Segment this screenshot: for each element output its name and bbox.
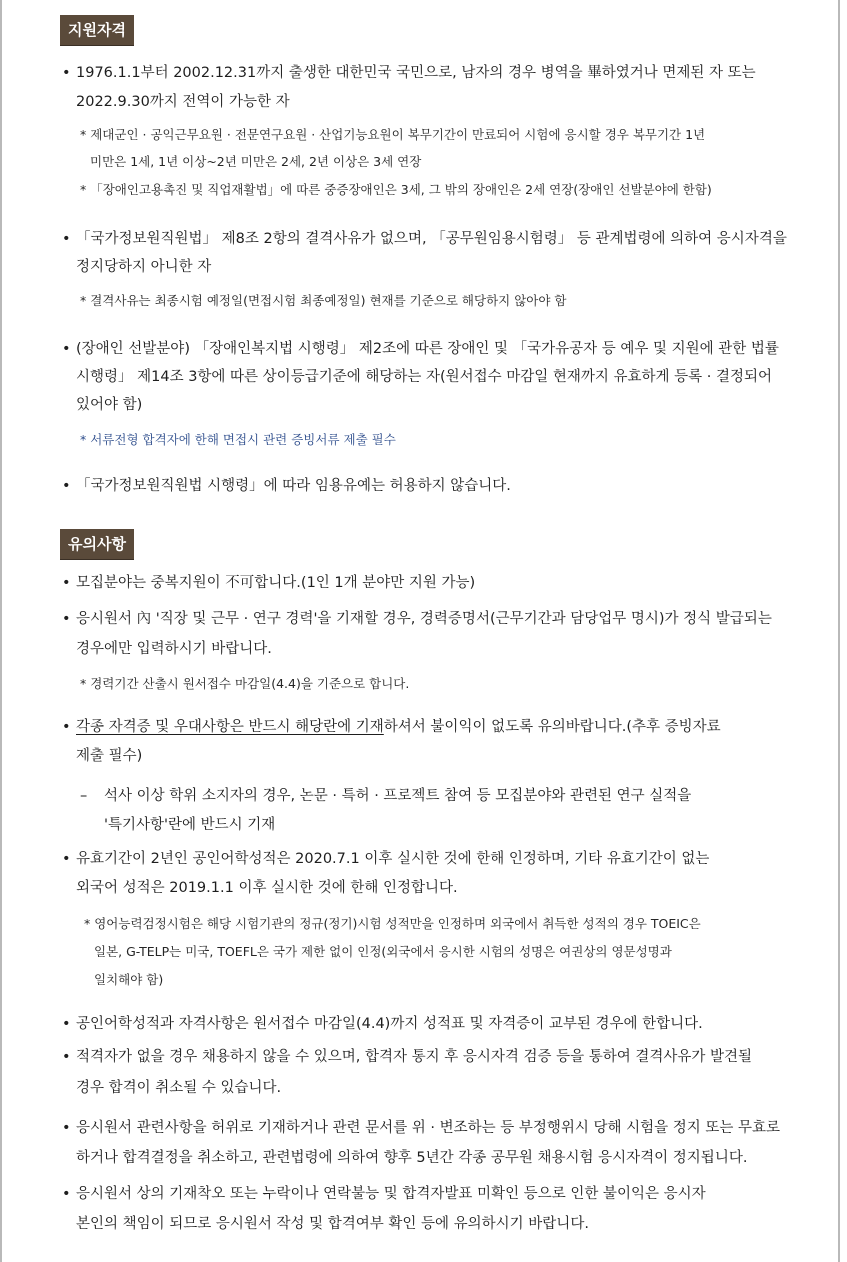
bullet-dot: • xyxy=(62,719,71,735)
eligibility-note-1-line-1: * 제대군인 · 공익근무요원 · 전문연구요원 · 산업기능요원이 복무기간이 만료되어 시험에 응시할 경우 복무기간 1년 xyxy=(80,127,706,142)
notes-note-2-line-1: * 영어능력검정시험은 해당 시험기관의 정규(정기)시험 성적만을 인정하며 외국에서 취득한 성적의 경우 TOEIC은 xyxy=(84,916,701,931)
notes-item-8-line-1: 응시원서 상의 기재착오 또는 누락이나 연락불능 및 합격자발표 미확인 등으로 인한 불이익은 응시자 xyxy=(76,1186,706,1202)
eligibility-item-1-line-1: 1976.1.1부터 2002.12.31까지 출생한 대한민국 국민으로, 남자의 경우 병역을 畢하였거나 면제된 자 또는 xyxy=(76,65,756,81)
eligibility-item-1-line-2: 2022.9.30까지 전역이 가능한 자 xyxy=(76,94,290,110)
notes-item-2-line-2: 경우에만 입력하시기 바랍니다. xyxy=(76,641,272,657)
bullet-dot: • xyxy=(62,478,71,494)
notes-note-2-line-3: 일치해야 함) xyxy=(94,972,164,987)
notes-note-1: * 경력기간 산출시 원서접수 마감일(4.4)을 기준으로 합니다. xyxy=(80,676,410,691)
eligibility-item-3-line-1: (장애인 선발분야) 「장애인복지법 시행령」 제2조에 따른 장애인 및 「국가유공자 등 예우 및 지원에 관한 법률 xyxy=(76,341,779,357)
notes-item-7-line-2: 하거나 합격결정을 취소하고, 관련법령에 의하여 향후 5년간 각종 공무원 채용시험 응시자격이 정지됩니다. xyxy=(76,1150,748,1166)
dash-marker: – xyxy=(80,788,88,804)
notes-dash-item-line-1: 석사 이상 학위 소지자의 경우, 논문 · 특허 · 프로젝트 참여 등 모집분야와 관련된 연구 실적을 xyxy=(104,788,692,804)
notes-note-2-line-2: 일본, G-TELP는 미국, TOEFL은 국가 제한 없이 인정(외국에서 응시한 시험의 성명은 여권상의 영문성명과 xyxy=(94,944,672,959)
notes-item-6-line-1: 적격자가 없을 경우 채용하지 않을 수 있으며, 합격자 통지 후 응시자격 검증 등을 통하여 결격사유가 발견될 xyxy=(76,1049,753,1065)
bullet-dot: • xyxy=(62,341,71,357)
bullet-dot: • xyxy=(62,1049,71,1065)
notes-item-3-line-1 xyxy=(76,716,721,738)
bullet-dot: • xyxy=(62,1186,71,1202)
bullet-dot: • xyxy=(62,1120,71,1136)
notes-item-1: 모집분야는 중복지원이 不可합니다.(1인 1개 분야만 지원 가능) xyxy=(76,575,476,591)
notes-item-4-line-1: 유효기간이 2년인 공인어학성적은 2020.7.1 이후 실시한 것에 한해 인정하며, 기타 유효기간이 없는 xyxy=(76,851,710,867)
eligibility-item-2-line-2: 정지당하지 아니한 자 xyxy=(76,259,212,275)
notes-item-2-line-1: 응시원서 內 '직장 및 근무 · 연구 경력'을 기재할 경우, 경력증명서(근무기간과 담당업무 명시)가 정식 발급되는 xyxy=(76,611,772,627)
eligibility-item-3-line-3: 있어야 함) xyxy=(76,397,143,413)
bullet-dot: • xyxy=(62,1016,71,1032)
eligibility-note-2: * 「장애인고용촉진 및 직업재활법」에 따른 중증장애인은 3세, 그 밖의 장애인은 2세 연장(장애인 선발분야에 한함) xyxy=(80,182,712,197)
bullet-dot: • xyxy=(62,65,71,81)
left-border-line xyxy=(0,0,2,1262)
right-border-line xyxy=(838,0,840,1262)
eligibility-item-3-line-2: 시행령」 제14조 3항에 따른 상이등급기준에 해당하는 자(원서접수 마감일 현재까지 유효하게 등록 · 결정되어 xyxy=(76,369,773,385)
eligibility-item-4: 「국가정보원직원법 시행령」에 따라 임용유예는 허용하지 않습니다. xyxy=(76,478,511,494)
section-heading-notes: 유의사항 xyxy=(60,529,134,560)
eligibility-note-4: * 서류전형 합격자에 한해 면접시 관련 증빙서류 제출 필수 xyxy=(80,432,396,447)
bullet-dot: • xyxy=(62,231,71,247)
notes-item-4-line-2: 외국어 성적은 2019.1.1 이후 실시한 것에 한해 인정합니다. xyxy=(76,880,458,896)
section-heading-eligibility: 지원자격 xyxy=(60,15,134,46)
notes-item-7-line-1: 응시원서 관련사항을 허위로 기재하거나 관련 문서를 위 · 변조하는 등 부정행위시 당해 시험을 정지 또는 무효로 xyxy=(76,1120,781,1136)
notes-item-3-underlined-text: 각종 자격증 및 우대사항은 반드시 해당란에 기재 xyxy=(76,719,384,735)
bullet-dot: • xyxy=(62,851,71,867)
notes-item-8-line-2: 본인의 책임이 되므로 응시원서 작성 및 합격여부 확인 등에 유의하시기 바랍니다. xyxy=(76,1216,589,1232)
notes-dash-item-line-2: '특기사항'란에 반드시 기재 xyxy=(104,817,276,833)
notes-item-3-line-2: 제출 필수) xyxy=(76,748,143,764)
eligibility-note-3: * 결격사유는 최종시험 예정일(면접시험 최종예정일) 현재를 기준으로 해당하지 않아야 함 xyxy=(80,293,567,308)
bullet-dot: • xyxy=(62,575,71,591)
eligibility-item-2-line-1: 「국가정보원직원법」 제8조 2항의 결격사유가 없으며, 「공무원임용시험령」 등 관계법령에 의하여 응시자격을 xyxy=(76,231,787,247)
eligibility-note-1-line-2: 미만은 1세, 1년 이상~2년 미만은 2세, 2년 이상은 3세 연장 xyxy=(90,154,422,169)
notes-item-3-rest-text: 하셔서 불이익이 없도록 유의바랍니다.(추후 증빙자료 xyxy=(383,719,721,735)
bullet-dot: • xyxy=(62,611,71,627)
notes-item-6-line-2: 경우 합격이 취소될 수 있습니다. xyxy=(76,1080,282,1096)
notes-item-5: 공인어학성적과 자격사항은 원서접수 마감일(4.4)까지 성적표 및 자격증이 교부된 경우에 한합니다. xyxy=(76,1016,703,1032)
